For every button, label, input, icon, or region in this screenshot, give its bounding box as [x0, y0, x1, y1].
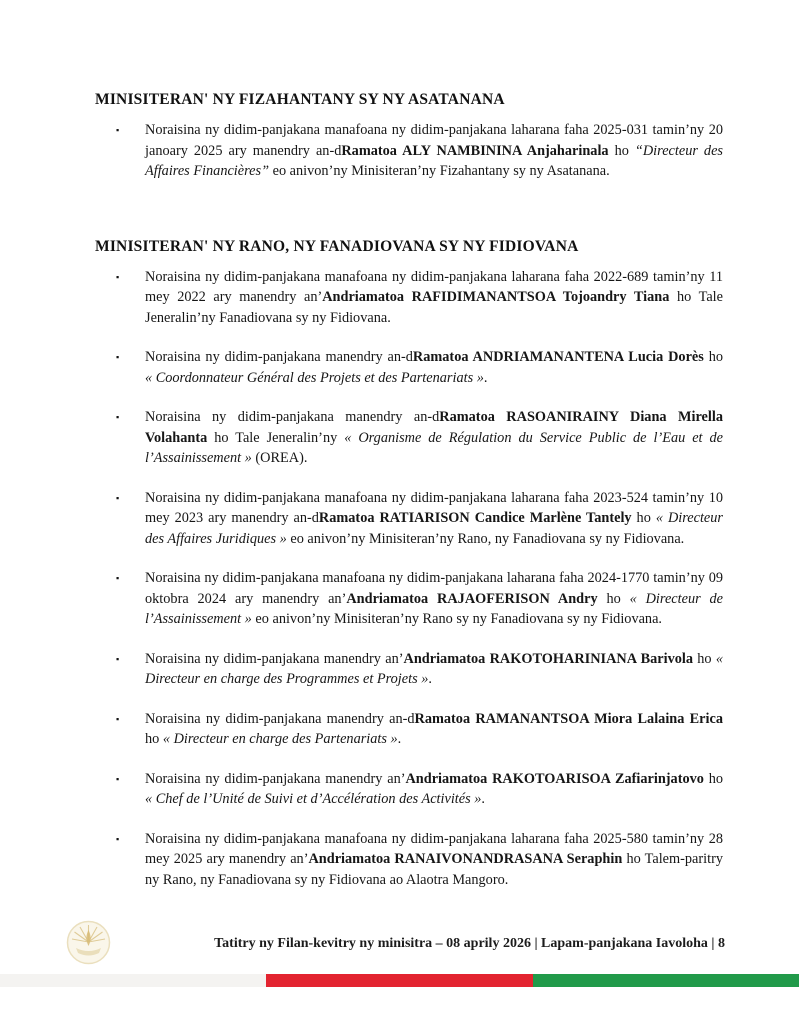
bullet-item [95, 120, 723, 182]
bullet-text: Noraisina ny didim-panjakana manendry an-dRamatoa ANDRIAMANANTENA Lucia Dorès ho « Coordonnateur Général des Projets et des Partenariats ». [145, 349, 723, 386]
flag-red-segment [266, 974, 532, 987]
bullet-item [95, 568, 723, 630]
bullet-item [95, 769, 723, 810]
bullet-item [95, 709, 723, 750]
bullet-marker-icon: ▪ [116, 125, 120, 135]
bullet-text: Noraisina ny didim-panjakana manafoana ny didim-panjakana laharana faha 2022-689 tamin’ny 11 mey 2022 ary manendry an’Andriamatoa RAFIDIMANANTSOA Tojoandry Tiana ho Tale Jeneralin’ny Fanadiovana sy ny Fidiovana. [145, 268, 723, 326]
bullet-marker-icon: ▪ [116, 833, 120, 844]
bullet-text: Noraisina ny didim-panjakana manafoana ny didim-panjakana laharana faha 2023-524 tamin’ny 10 mey 2023 ary manendry an-dRamatoa RATIARISON Candice Marlène Tantely ho « Directeur des Affaires Juridiques » eo anivon’ny Minisiteran’ny Rano, ny Fanadiovana sy ny Fidiovana. [145, 489, 723, 547]
flag-white-segment [0, 974, 266, 987]
bullet-text: Noraisina ny didim-panjakana manafoana ny didim-panjakana laharana faha 2024-1770 tamin’ny 09 oktobra 2024 ary manendry an’Andriamatoa RAJAOFERISON Andry ho « Directeur de l’Assainissement » eo anivon’ny Minisiteran’ny Rano sy ny Fanadiovana sy ny Fidiovana. [145, 570, 724, 627]
section-heading: MINISITERAN' NY FIZAHANTANY SY NY ASATANANA [95, 91, 505, 108]
bullet-text: Noraisina ny didim-panjakana manendry an’Andriamatoa RAKOTOARISOA Zafiarinjatovo ho « Chef de l’Unité de Suivi et d’Accélération des Activités ». [145, 770, 723, 807]
presidential-seal-logo [66, 920, 111, 965]
bullet-marker-icon: ▪ [116, 653, 120, 664]
bullet-marker-icon: ▪ [116, 492, 120, 503]
bullet-text: Noraisina ny didim-panjakana manafoana ny didim-panjakana laharana faha 2025-031 tamin’ny 20 janoary 2025 ary manendry an-dRamatoa ALY NAMBININA Anjaharinala ho “Directeur des Affaires Financières” eo anivon’ny Minisiteran’ny Fizahantany sy ny Asatanana. [145, 122, 723, 179]
bullet-item [95, 829, 723, 891]
bullet-marker-icon: ▪ [116, 773, 120, 784]
bullet-item [95, 267, 723, 329]
bullet-marker-icon: ▪ [116, 352, 120, 362]
bullet-item [95, 649, 723, 690]
section-heading: MINISITERAN' NY RANO, NY FANADIOVANA SY NY FIDIOVANA [95, 237, 579, 255]
bullet-marker-icon: ▪ [116, 573, 120, 583]
bullet-item [95, 488, 723, 550]
bullet-item [95, 347, 723, 388]
bullet-text: Noraisina ny didim-panjakana manendry an’Andriamatoa RAKOTOHARINIANA Barivola ho « Directeur en charge des Programmes et Projets ». [145, 650, 723, 687]
bullet-marker-icon: ▪ [116, 412, 120, 422]
bullet-marker-icon: ▪ [116, 271, 120, 282]
bullet-marker-icon: ▪ [116, 713, 120, 724]
footer-page-number: 8 [718, 936, 725, 951]
footer-line [95, 936, 725, 952]
footer-text: Tatitry ny Filan-kevitry ny minisitra – 08 aprily 2026 | Lapam-panjakana Iavoloha | [214, 936, 718, 951]
flag-green-segment [533, 974, 799, 987]
bullet-item [95, 407, 723, 469]
bullet-text: Noraisina ny didim-panjakana manafoana ny didim-panjakana laharana faha 2025-580 tamin’ny 28 mey 2025 ary manendry an’Andriamatoa RANAIVONANDRASANA Seraphin ho Talem-paritry ny Rano, ny Fanadiovana sy ny Fidiovana ao Alaotra Mangoro. [145, 830, 724, 888]
bullet-text: Noraisina ny didim-panjakana manendry an-dRamatoa RASOANIRAINY Diana Mirella Volahanta ho Tale Jeneralin’ny « Organisme de Régulation du Service Public de l’Eau et de l’Assainissement » (OREA). [145, 409, 723, 466]
madagascar-flag-bar [0, 974, 799, 987]
document-sections [95, 90, 723, 890]
bullet-text: Noraisina ny didim-panjakana manendry an-dRamatoa RAMANANTSOA Miora Lalaina Erica ho « Directeur en charge des Partenariats ». [145, 710, 723, 747]
